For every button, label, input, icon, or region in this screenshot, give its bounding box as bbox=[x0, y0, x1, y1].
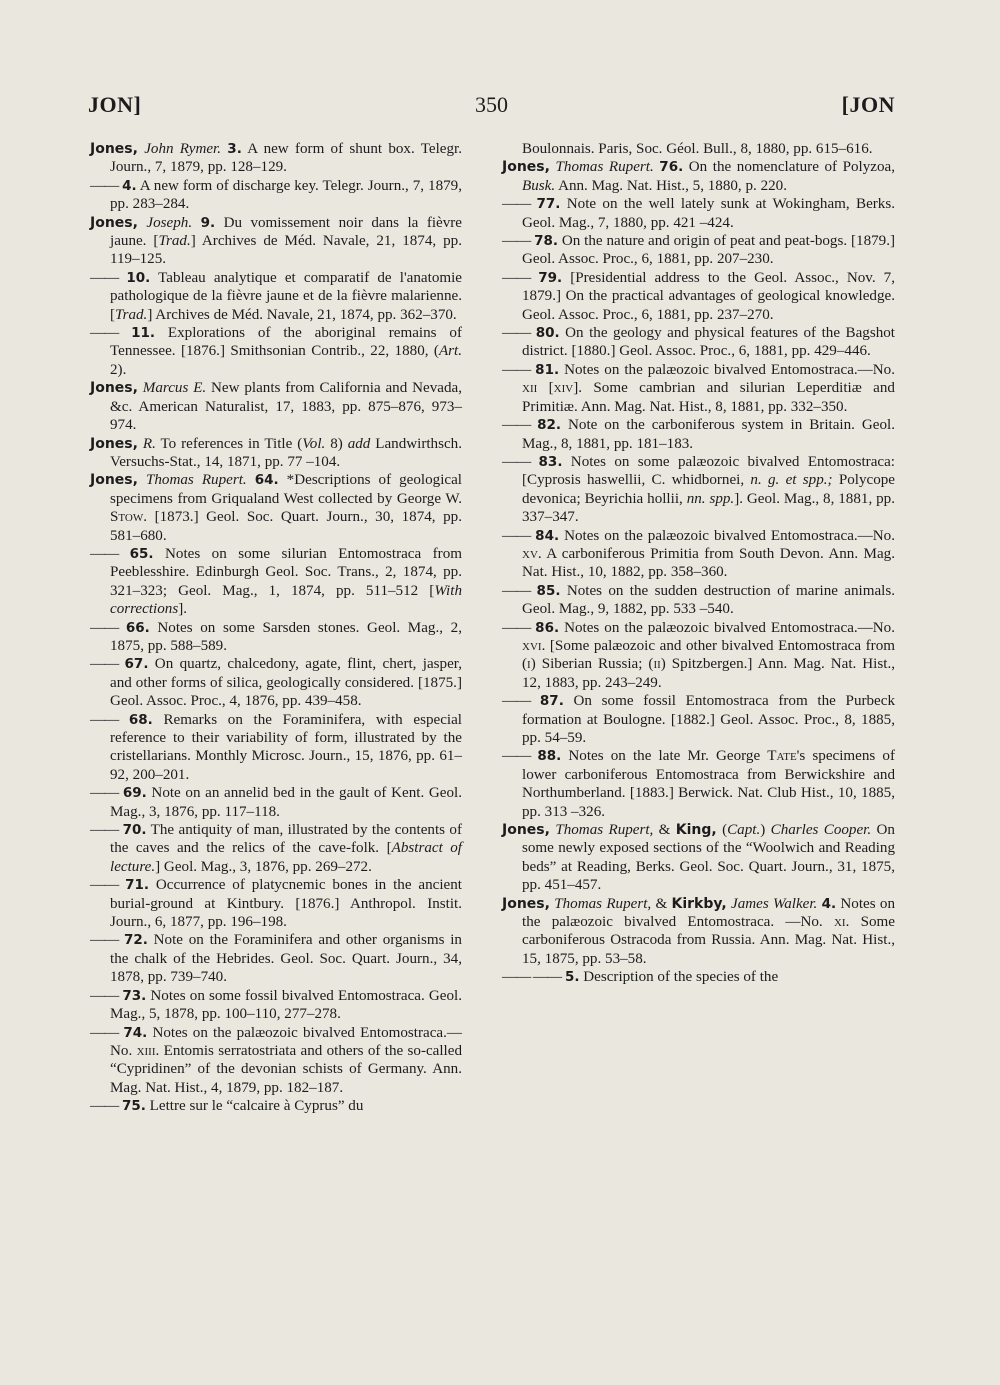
bibliography-entry: —— 72. Note on the Foraminifera and other organisms in the chalk of the Hebrides. Geol. Soc. Quart. Journ., 34, 1878, pp. 739–740. bbox=[90, 932, 462, 986]
bibliography-entry: —— 80. On the geology and physical features of the Bagshot district. [1880.] Geol. Assoc. Proc., 6, 1881, pp. 429–446. bbox=[502, 325, 895, 360]
bibliography-entry: —— 67. On quartz, chalcedony, agate, flint, chert, jasper, and other forms of silica, geologically considered. [1875.] Geol. Assoc. Proc., 4, 1876, pp. 439–458. bbox=[90, 656, 462, 710]
bibliography-entry: Jones, Thomas Rupert. 64. *Descriptions of geological specimens from Griqualand West collected by George W. Stow. [1873.] Geol. Soc. Quart. Journ., 30, 1874, pp. 581–680. bbox=[90, 472, 462, 544]
bibliography-entry: Jones, Thomas Rupert, & King, (Capt.) Charles Cooper. On some newly exposed sections of the “Woolwich and Reading beds” at Reading, Berks. Geol. Soc. Quart. Journ., 31, 1875, pp. 451–457. bbox=[502, 822, 895, 894]
bibliography-entry: Jones, Marcus E. New plants from California and Nevada, &c. American Naturalist, 17, 1883, pp. 875–876, 973–974. bbox=[90, 380, 462, 434]
header-left-guide-word: JON] bbox=[88, 92, 142, 117]
bibliography-entry: Jones, Thomas Rupert. 76. On the nomenclature of Polyzoa, Busk. Ann. Mag. Nat. Hist., 5, 1880, p. 220. bbox=[502, 159, 895, 194]
bibliography-entry: Jones, Thomas Rupert, & Kirkby, James Walker. 4. Notes on the palæozoic bivalved Entomostraca. —No. xi. Some carboniferous Ostracoda from Russia. Ann. Mag. Nat. Hist., 15, 1875, pp. 53–58. bbox=[502, 895, 895, 967]
bibliography-entry: —— 4. A new form of discharge key. Telegr. Journ., 7, 1879, pp. 283–284. bbox=[90, 177, 462, 213]
bibliography-entry: —— 83. Notes on some palæozoic bivalved Entomostraca: [Cyprosis haswellii, C. whidbornei, n. g. et spp.; Polycope devonica; Beyrichia hollii, nn. spp.]. Geol. Mag., 8, 1881, pp. 337–347. bbox=[502, 453, 895, 526]
bibliography-entry: —— 88. Notes on the late Mr. George Tate's specimens of lower carboniferous Entomostraca from Berwickshire and Northumberland. [1883.] Berwick. Nat. Club Hist., 10, 1885, pp. 313 –326. bbox=[502, 748, 895, 820]
bibliography-entry: Jones, John Rymer. 3. A new form of shunt box. Telegr. Journ., 7, 1879, pp. 128–129. bbox=[90, 141, 463, 176]
bibliography-entry: —— 74. Notes on the palæozoic bivalved Entomostraca.—No. xiii. Entomis serratostriata and others of the so-called “Cypridinen” of the devonian schists of Germany. Ann. Mag. Nat. Hist., 4, 1879, pp. 182–187. bbox=[90, 1024, 463, 1096]
bibliography-entry: —— 79. [Presidential address to the Geol. Assoc., Nov. 7, 1879.] On the practical advantages of geological knowledge. Geol. Assoc. Proc., 6, 1881, pp. 237–270. bbox=[502, 269, 896, 323]
page-number: 350 bbox=[475, 92, 508, 117]
bibliography-entry: —— 68. Remarks on the Foraminifera, with especial reference to their variability of form, illustrated by the cristellarians. Monthly Microsc. Journ., 15, 1876, pp. 61–92, 200–201. bbox=[90, 711, 462, 783]
bibliography-entry: —— 84. Notes on the palæozoic bivalved Entomostraca.—No. xv. A carboniferous Primitia from South Devon. Ann. Mag. Nat. Hist., 10, 1882, pp. 358–360. bbox=[502, 527, 895, 581]
bibliography-entry: —— 71. Occurrence of platycnemic bones in the ancient burial-ground at Kintbury. [1876.] Anthropol. Instit. Journ., 6, 1877, pp. 196–198. bbox=[90, 877, 463, 931]
bibliography-entry: —— —— 5. Description of the species of the bbox=[502, 969, 779, 986]
bibliography-entry: —— 65. Notes on some silurian Entomostraca from Peeblesshire. Edinburgh Geol. Soc. Trans., 2, 1874, pp. 321–323; Geol. Mag., 1, 1874, pp. 511–512 [With corrections]. bbox=[90, 545, 462, 618]
bibliography-entry: —— 87. On some fossil Entomostraca from the Purbeck formation at Boulogne. [1882.] Geol. Assoc. Proc., 8, 1885, pp. 54–59. bbox=[502, 693, 896, 746]
bibliography-entry: —— 73. Notes on some fossil bivalved Entomostraca. Geol. Mag., 5, 1878, pp. 100–110, 277–278. bbox=[90, 987, 462, 1023]
bibliography-entry: —— 85. Notes on the sudden destruction of marine animals. Geol. Mag., 9, 1882, pp. 533 –540. bbox=[502, 582, 895, 618]
bibliography-entry: —— 11. Explorations of the aboriginal remains of Tennessee. [1876.] Smithsonian Contrib., 22, 1880, (Art. 2). bbox=[90, 325, 462, 378]
bibliography-entry: —— 75. Lettre sur le “calcaire à Cyprus” du bbox=[90, 1098, 364, 1115]
bibliography-entry: Boulonnais. Paris, Soc. Géol. Bull., 8, 1880, pp. 615–616. bbox=[522, 141, 873, 157]
bibliography-entry: —— 81. Notes on the palæozoic bivalved Entomostraca.—No. xii [xiv]. Some cambrian and silurian Leperditiæ and Primitiæ. Ann. Mag. Nat. Hist., 8, 1881, pp. 332–350. bbox=[502, 361, 895, 415]
bibliography-entry: Jones, R. To references in Title (Vol. 8) add Landwirthsch. Versuchs-Stat., 14, 1871, pp. 77 –104. bbox=[90, 435, 462, 470]
bibliography-entry: —— 78. On the nature and origin of peat and peat-bogs. [1879.] Geol. Assoc. Proc., 6, 1881, pp. 207–230. bbox=[502, 233, 896, 268]
right-column bbox=[502, 140, 895, 987]
bibliography-entry: Jones, Joseph. 9. Du vomissement noir dans la fièvre jaune. [Trad.] Archives de Méd. Navale, 21, 1874, pp. 119–125. bbox=[90, 214, 463, 268]
left-column bbox=[90, 140, 462, 1116]
bibliography-entry: —— 66. Notes on some Sarsden stones. Geol. Mag., 2, 1875, pp. 588–589. bbox=[90, 619, 462, 654]
bibliography-entry: —— 69. Note on an annelid bed in the gault of Kent. Geol. Mag., 3, 1876, pp. 117–118. bbox=[90, 785, 462, 820]
header-right-guide-word: [JON bbox=[841, 92, 895, 117]
bibliography-entry: —— 86. Notes on the palæozoic bivalved Entomostraca.—No. xvi. [Some palæozoic and other bivalved Entomostraca from (i) Siberian Russia; (ii) Spitzbergen.] Ann. Mag. Nat. Hist., 12, 1883, pp. 243–249. bbox=[502, 619, 895, 691]
bibliography-entry: —— 10. Tableau analytique et comparatif de l'anatomie pathologique de la fièvre jaune et de la fièvre malarienne. [Trad.] Archives de Méd. Navale, 21, 1874, pp. 362–370. bbox=[90, 269, 463, 323]
bibliography-entry: —— 82. Note on the carboniferous system in Britain. Geol. Mag., 8, 1881, pp. 181–183. bbox=[502, 417, 895, 452]
running-header bbox=[88, 92, 895, 126]
bibliography-entry: —— 77. Note on the well lately sunk at Wokingham, Berks. Geol. Mag., 7, 1880, pp. 421 –424. bbox=[502, 196, 895, 231]
bibliography-entry: —— 70. The antiquity of man, illustrated by the contents of the caves and the relics of the cave-folk. [Abstract of lecture.] Geol. Mag., 3, 1876, pp. 269–272. bbox=[90, 822, 462, 875]
